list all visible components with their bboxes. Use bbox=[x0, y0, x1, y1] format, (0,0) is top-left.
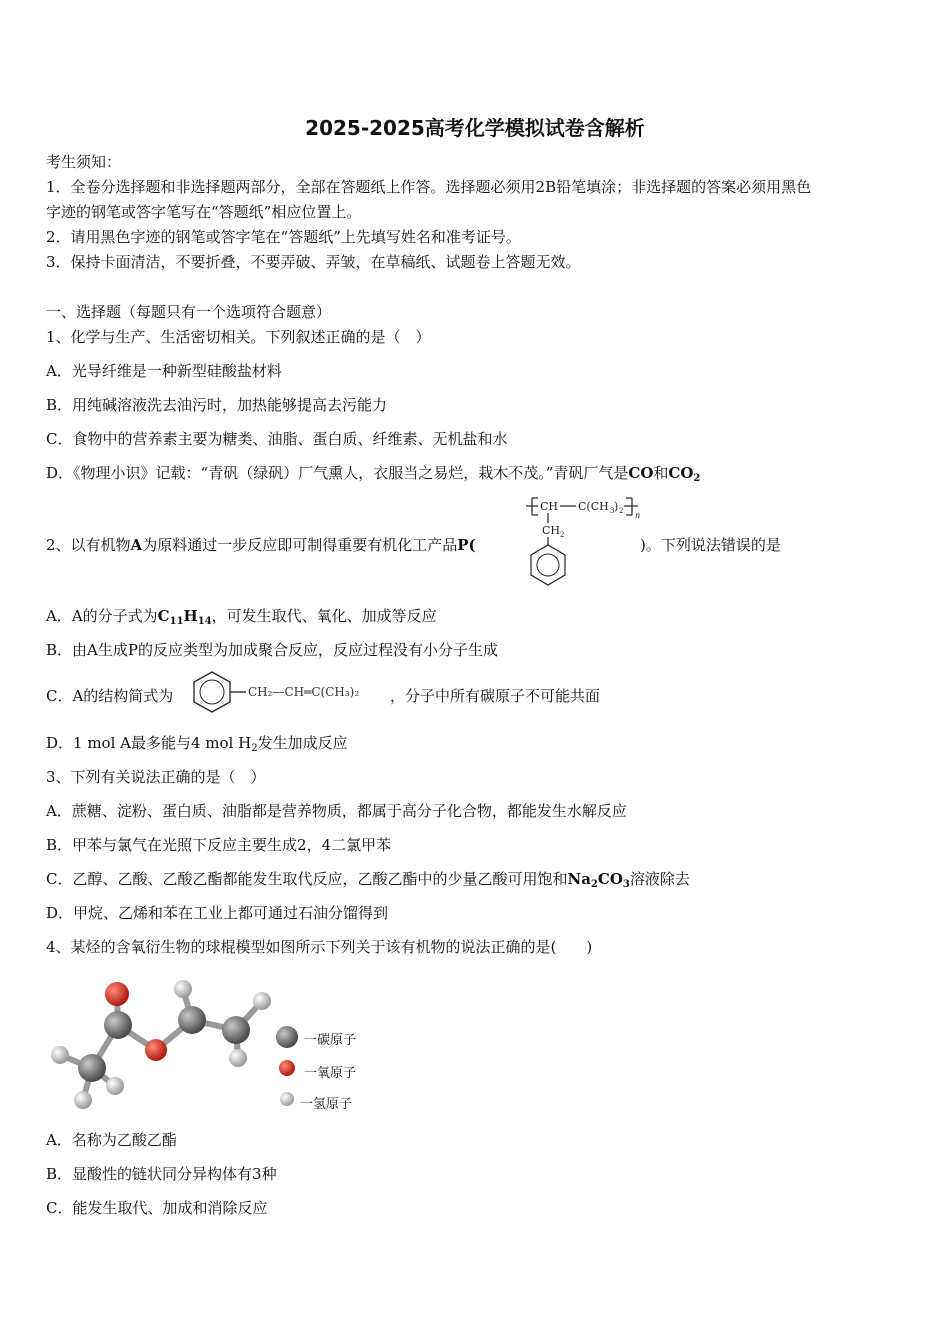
q1-option-d bbox=[46, 463, 700, 483]
q2-a-sub1: 11 bbox=[169, 616, 184, 627]
q1-stem: 1、化学与生产、生活密切相关。下列叙述正确的是（ ） bbox=[46, 328, 431, 346]
q2-stem-A: A bbox=[130, 536, 143, 554]
q2-option-c-pre: C．A的结构简式为 bbox=[46, 687, 174, 705]
q2-stem-a: 2、以有机物 bbox=[46, 536, 131, 554]
polymer-c-sub: 3 bbox=[610, 507, 615, 515]
q2-a-pre: A．A的分子式为 bbox=[46, 607, 158, 625]
q3-option-d: D．甲烷、乙烯和苯在工业上都可通过石油分馏得到 bbox=[46, 904, 389, 922]
q3-c-na: Na bbox=[567, 870, 591, 888]
legend-carbon-ball bbox=[274, 1024, 300, 1050]
q2-option-c-post: ，分子中所有碳原子不可能共面 bbox=[390, 687, 601, 705]
legend-carbon: 一碳原子 bbox=[304, 1033, 357, 1048]
q1-d-co2: CO bbox=[668, 464, 694, 482]
q3-option-a: A．蔗糖、淀粉、蛋白质、油脂都是营养物质，都属于高分子化合物，都能发生水解反应 bbox=[46, 802, 627, 820]
legend-hydrogen-ball bbox=[279, 1091, 295, 1107]
q2-d-post: 发生加成反应 bbox=[257, 734, 348, 752]
q2-stem bbox=[46, 535, 476, 555]
q2-option-c-structure bbox=[190, 670, 390, 714]
q2-a-post: ，可发生取代、氧化、加成等反应 bbox=[211, 607, 437, 625]
q1-option-a: A．光导纤维是一种新型硅酸盐材料 bbox=[46, 362, 282, 380]
q2-d-pre: D．1 mol A最多能与4 mol H bbox=[46, 734, 252, 752]
polymer-c-sub2: 2 bbox=[619, 507, 624, 515]
page-title: 2025-2025高考化学模拟试卷含解析 bbox=[305, 116, 645, 140]
q2-d-sub: 2 bbox=[251, 743, 258, 754]
q2-option-b: B．由A生成P的反应类型为加成聚合反应，反应过程没有小分子生成 bbox=[46, 641, 498, 659]
legend-oxygen: 一氧原子 bbox=[304, 1066, 357, 1081]
q1-option-c: C．食物中的营养素主要为糖类、油脂、蛋白质、纤维素、无机盐和水 bbox=[46, 430, 508, 448]
polymer-n: n bbox=[635, 511, 641, 520]
q1-d-co2-sub: 2 bbox=[693, 473, 701, 484]
q2-option-a bbox=[46, 606, 437, 626]
q4-stem: 4、某烃的含氧衍生物的球棍模型如图所示下列关于该有机物的说法正确的是( ) bbox=[46, 938, 593, 956]
q3-c-sub2: 3 bbox=[622, 879, 630, 890]
q1-d-co: CO bbox=[628, 464, 654, 482]
notice-item-1: 1．全卷分选择题和非选择题两部分，全部在答题纸上作答。选择题必须用2B铅笔填涂；非选择题的答案必须用黑色 bbox=[46, 178, 812, 196]
q2-stem-end: )。下列说法错误的是 bbox=[640, 536, 781, 554]
q4-option-a: A．名称为乙酸乙酯 bbox=[46, 1131, 177, 1149]
ball-stick-model bbox=[40, 970, 300, 1120]
polymer-ch2-sub: 2 bbox=[560, 531, 565, 539]
q3-c-co: CO bbox=[597, 870, 623, 888]
legend-hydrogen: 一氢原子 bbox=[300, 1097, 353, 1112]
section-heading: 一、选择题（每题只有一个选项符合题意） bbox=[46, 303, 332, 321]
q4-option-c: C．能发生取代、加成和消除反应 bbox=[46, 1199, 268, 1217]
polymer-c-end: ) bbox=[614, 500, 619, 513]
q3-c-post: 溶液除去 bbox=[629, 870, 690, 888]
q1-option-b: B．用纯碱溶液洗去油污时，加热能够提高去污能力 bbox=[46, 396, 388, 414]
q3-c-sub1: 2 bbox=[590, 879, 598, 890]
polymer-c: C(CH bbox=[578, 500, 609, 513]
q3-stem: 3、下列有关说法正确的是（ ） bbox=[46, 768, 266, 786]
q2-a-sub2: 14 bbox=[197, 616, 212, 627]
notice-item-2: 2．请用黑色字迹的钢笔或答字笔在“答题纸”上先填写姓名和准考证号。 bbox=[46, 228, 521, 246]
q2-a-h: H bbox=[183, 607, 198, 625]
q2-stem-P: P( bbox=[457, 536, 476, 554]
q3-option-c bbox=[46, 869, 690, 889]
q2-c-struct-text: CH₂—CH═C(CH₃)₂ bbox=[248, 685, 360, 699]
notice-item-1-cont: 字迹的钢笔或答字笔写在“答题纸”相应位置上。 bbox=[46, 203, 362, 221]
q1-d-text: D．《物理小识》记载：“青矾（绿矾）厂气熏人，衣服当之易烂，栽木不茂。”青矾厂气是 bbox=[46, 464, 629, 482]
polymer-ch: CH bbox=[540, 500, 559, 513]
q1-d-and: 和 bbox=[653, 464, 669, 482]
notice-item-3: 3．保持卡面清洁，不要折叠，不要弄破、弄皱，在草稿纸、试题卷上答题无效。 bbox=[46, 253, 581, 271]
notice-heading: 考生须知： bbox=[46, 153, 122, 171]
q4-option-b: B．显酸性的链状同分异构体有3种 bbox=[46, 1165, 277, 1183]
q2-option-d bbox=[46, 733, 348, 753]
polymer-ch2: CH bbox=[542, 524, 561, 537]
q2-a-c: C bbox=[157, 607, 170, 625]
q3-c-pre: C．乙醇、乙酸、乙酸乙酯都能发生取代反应，乙酸乙酯中的少量乙酸可用饱和 bbox=[46, 870, 568, 888]
q3-option-b: B．甲苯与氯气在光照下反应主要生成2，4二氯甲苯 bbox=[46, 836, 392, 854]
polymer-p-structure bbox=[524, 493, 649, 593]
q2-stem-b: 为原料通过一步反应即可制得重要有机化工产品 bbox=[142, 536, 458, 554]
legend-oxygen-ball bbox=[277, 1058, 297, 1078]
